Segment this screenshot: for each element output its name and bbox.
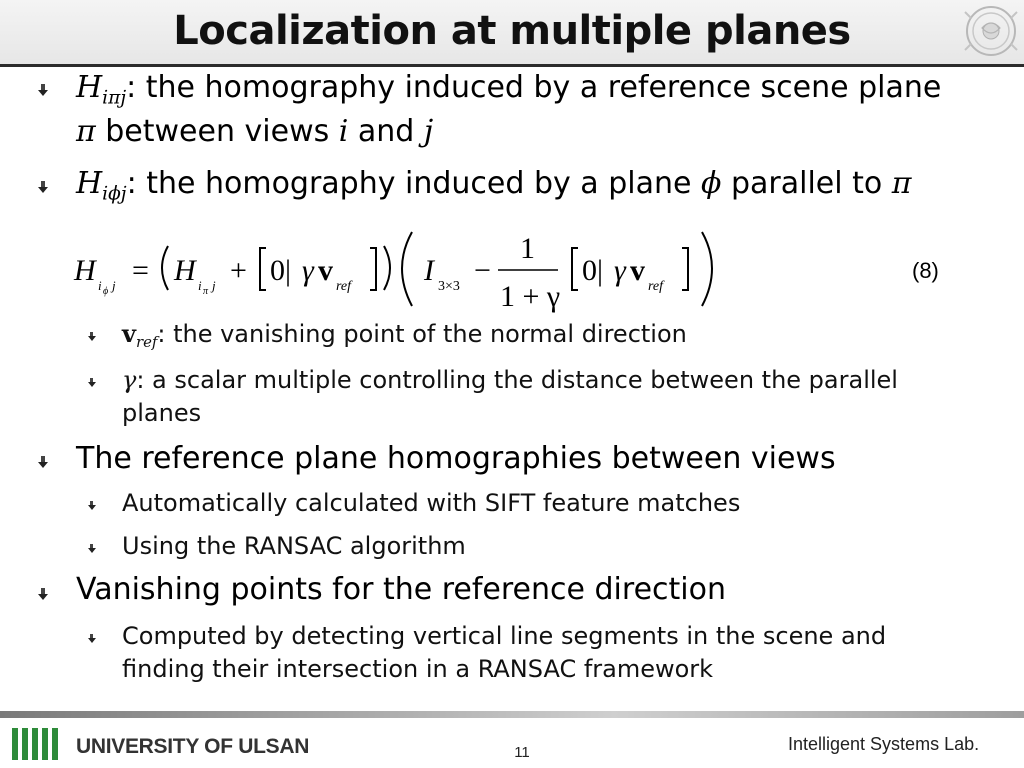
eq-sub-phi: ϕ [103, 286, 109, 297]
eq-sub-i: i [198, 278, 202, 293]
sub-bullet-item [122, 317, 687, 359]
sub-bullet-item-continued: finding their intersection in a RANSAC framework [122, 655, 714, 683]
bullet-text: : the homography induced by a reference scene plane [126, 70, 942, 105]
eq-gamma: γ [302, 254, 314, 287]
eq-gamma: γ [614, 254, 626, 287]
symbol-v: v [122, 319, 136, 348]
symbol-subscript: ref [135, 333, 158, 352]
eq-v: v [318, 254, 333, 287]
bullet-arrow-icon [38, 180, 52, 194]
eq-H: H [174, 254, 196, 287]
bullet-text: : the homography induced by a plane [126, 166, 701, 201]
sub-bullet-arrow-icon [88, 377, 99, 388]
eq-H: H [74, 254, 96, 287]
eq-paren-close [384, 246, 390, 290]
eq-sub-pi: π [203, 286, 209, 297]
symbol-subscript: iπj [102, 87, 127, 109]
sub-bullet-arrow-icon [88, 543, 99, 554]
sub-bullet-arrow-icon [88, 500, 99, 511]
bullet-item [76, 162, 912, 217]
sub-bullet-text: : a scalar multiple controlling the distance between the parallel [136, 366, 898, 394]
eq-denominator: 1 + γ [500, 280, 561, 313]
bullet-item: The reference plane homographies between views [76, 441, 836, 476]
sub-bullet-arrow-icon [88, 331, 99, 342]
equation-8 [70, 222, 750, 322]
page-number: 11 [514, 744, 530, 761]
eq-ref: ref [648, 279, 664, 294]
sub-bullet-item: Using the RANSAC algorithm [122, 532, 466, 560]
eq-bracket-close [370, 248, 376, 290]
bullet-arrow-icon [38, 587, 52, 601]
equation-number: (8) [912, 258, 939, 283]
eq-zero-bar: 0| [582, 254, 604, 287]
sub-bullet-text: : the vanishing point of the normal direction [157, 320, 687, 348]
bullet-arrow-icon [38, 83, 52, 97]
symbol-i: i [338, 114, 349, 149]
footer-bar [0, 711, 1024, 718]
symbol-j: j [423, 114, 434, 149]
eq-sub-j: j [212, 278, 216, 293]
sub-bullet-item [122, 363, 898, 397]
eq-bracket-close [682, 248, 688, 290]
eq-equals: = [132, 254, 149, 287]
eq-numerator: 1 [520, 232, 535, 265]
eq-sub-i: i [98, 278, 102, 293]
bullet-arrow-icon [38, 455, 52, 469]
eq-zero-bar: 0| [270, 254, 292, 287]
eq-v: v [630, 254, 645, 287]
eq-big-paren-open [402, 232, 412, 306]
university-logo-icon [10, 724, 70, 764]
eq-big-paren-close [702, 232, 712, 306]
bullet-text: between views [95, 114, 339, 149]
symbol-subscript: iϕj [102, 183, 127, 205]
lab-name: Intelligent Systems Lab. [788, 734, 980, 754]
university-name: UNIVERSITY OF ULSAN [76, 735, 310, 758]
symbol-pi: π [76, 114, 96, 149]
eq-plus: + [230, 254, 247, 287]
eq-bracket-open [260, 248, 266, 290]
symbol-pi: π [891, 166, 912, 201]
symbol-gamma: γ [122, 366, 137, 394]
eq-dims: 3×3 [438, 279, 460, 294]
bullet-text: and [348, 114, 424, 149]
symbol-phi: ϕ [701, 166, 722, 201]
sub-bullet-item: Automatically calculated with SIFT feature matches [122, 489, 741, 517]
sub-bullet-arrow-icon [88, 633, 99, 644]
symbol-H: H [76, 166, 103, 201]
eq-bracket-open [572, 248, 578, 290]
bullet-text: parallel to [721, 166, 892, 201]
eq-ref: ref [336, 279, 352, 294]
bullet-item-continued [76, 110, 433, 154]
eq-paren-open [162, 246, 168, 290]
symbol-H: H [76, 70, 103, 105]
slide-title: Localization at multiple planes [173, 8, 851, 54]
sub-bullet-item-continued: planes [122, 399, 202, 427]
sub-bullet-item: Computed by detecting vertical line segments in the scene and [122, 622, 887, 650]
eq-sub-j: j [112, 278, 116, 293]
eq-I: I [424, 254, 434, 287]
eq-minus: − [474, 254, 491, 287]
bullet-item: Vanishing points for the reference direction [76, 572, 726, 607]
